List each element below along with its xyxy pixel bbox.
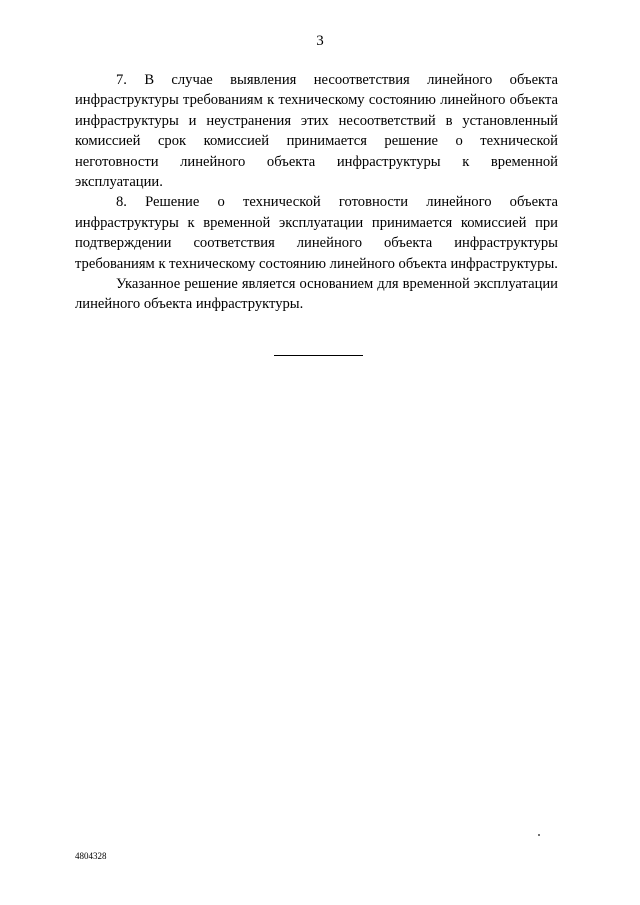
paragraph-7: 7. В случае выявления несоответствия линейного объекта инфраструктуры требованиям к техническому состоянию линейного объекта инфраструктуры и неустранения этих несоответствий в установленный комиссией срок комиссией принимается решение о технической неготовности линейного объекта инфраструктуры к временной эксплуатации.	[75, 72, 558, 191]
document-code: 4804328	[75, 851, 107, 861]
end-separator-line	[274, 355, 363, 356]
paragraph-8: 8. Решение о технической готовности линейного объекта инфраструктуры к временной эксплуатации принимается комиссией при подтверждении соответствия линейного объекта инфраструктуры требованиям к техническому состоянию линейного объекта инфраструктуры.	[75, 194, 558, 272]
scan-dot-mark	[538, 834, 540, 836]
document-body	[75, 70, 558, 315]
paragraph-decision: Указанное решение является основанием для временной эксплуатации линейного объекта инфраструктуры.	[75, 276, 558, 313]
page-number: 3	[316, 33, 324, 49]
